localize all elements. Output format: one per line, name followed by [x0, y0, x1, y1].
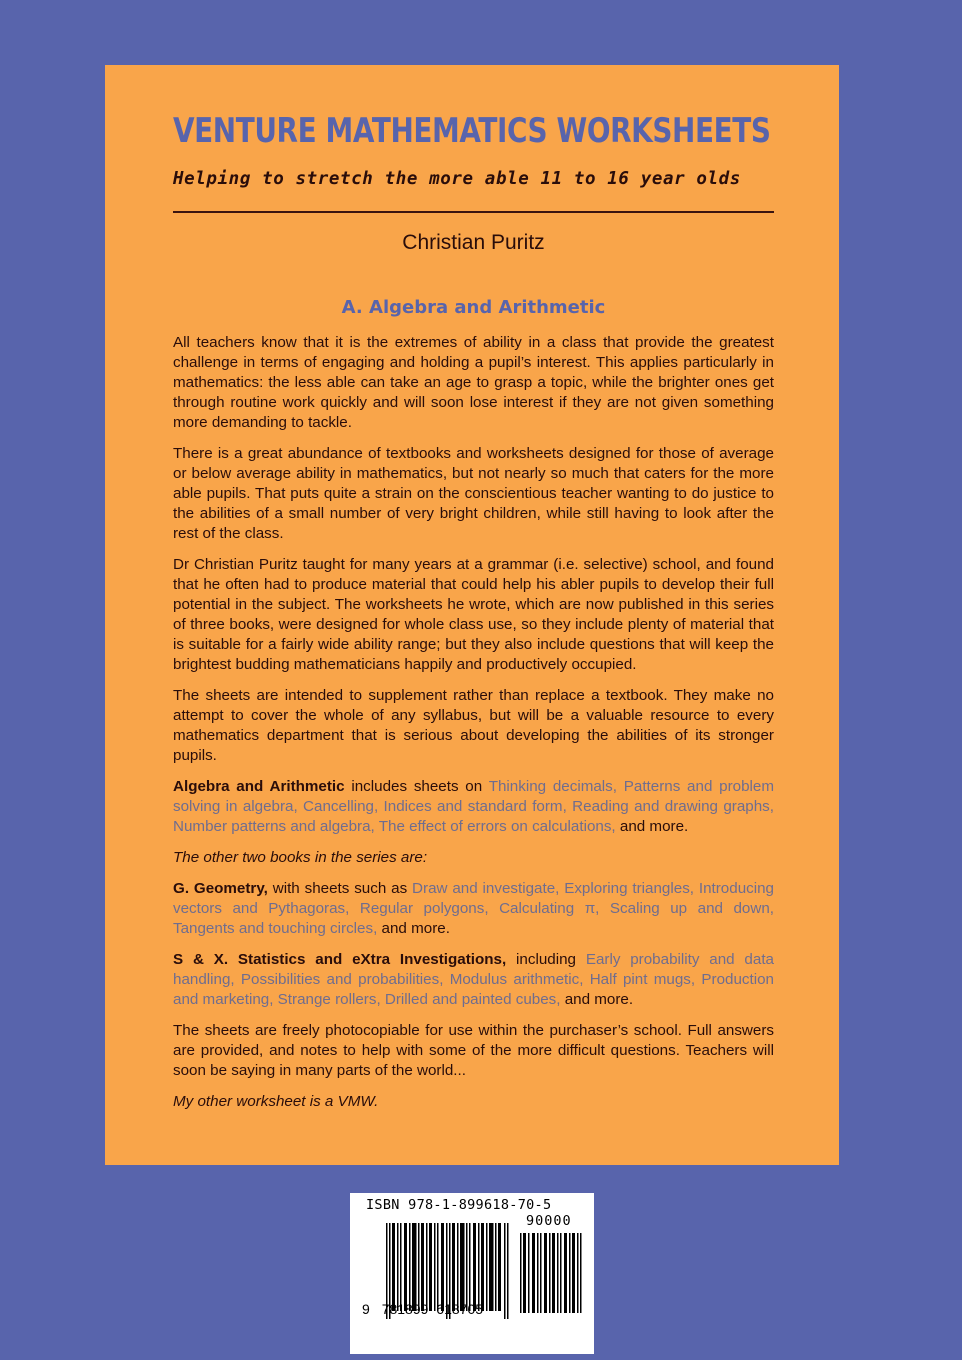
topic-list-algebra: Thinking decimals, Patterns and problem solving in algebra, Cancelling, Indices and standard form, Reading and drawing graphs, Number patterns and algebra, The effect of errors on calculations, [173, 778, 775, 835]
ean-human-readable [362, 1301, 483, 1317]
isbn-label: ISBN 978-1-899618-70-5 [366, 1197, 552, 1213]
lead-text: with sheets such as [267, 880, 413, 897]
ean-right-group: 618705 [436, 1301, 484, 1317]
paragraph-tagline: My other worksheet is a VMW. [173, 1093, 379, 1110]
tail-text: and more. [560, 991, 634, 1008]
addon-barcode-bars [520, 1233, 582, 1313]
paragraph-purpose: The sheets are intended to supplement rather than replace a textbook. They make no attempt to cover the whole of any syllabus, but will be a valuable resource to every mathematics department that is serious about developing the abilities of its stronger pupils. [173, 687, 774, 764]
book-section-title: A. Algebra and Arithmetic [341, 297, 606, 318]
paragraph-algebra-contents [173, 777, 774, 837]
topic-list-statistics: Early probability and data handling, Possibilities and probabilities, Modulus arithmetic, Half pint mugs, Production and marketing, Strange rollers, Drilled and painted cubes, [173, 951, 774, 1008]
tail-text: and more. [615, 818, 689, 835]
blurb [173, 333, 774, 1123]
book-name-statistics: S & X. Statistics and eXtra Investigations, [173, 951, 507, 968]
author-name: Christian Puritz [402, 231, 545, 254]
ean-first-digit: 9 [362, 1301, 370, 1317]
back-cover-panel [105, 65, 839, 1165]
lead-text: includes sheets on [344, 778, 489, 795]
paragraph-statistics-contents [173, 950, 774, 1010]
book-name-geometry: G. Geometry, [173, 880, 268, 897]
paragraph-photocopiable: The sheets are freely photocopiable for use within the purchaser’s school. Full answers are provided, and notes to help with some of the more difficult questions. Teachers will soon be saying in many parts of the world... [173, 1022, 774, 1079]
book-name-algebra: Algebra and Arithmetic [173, 778, 345, 795]
paragraph-intro: All teachers know that it is the extremes of ability in a class that provide the greatest challenge in terms of engaging and holding a pupil’s interest. This applies particularly in mathematics: the less able can take an age to grasp a topic, while the brighter ones get through routine work quickly and will soon lose interest if they are not given something more demanding to tackle. [173, 334, 774, 431]
isbn-barcode [350, 1193, 594, 1354]
series-title: VENTURE MATHEMATICS WORKSHEETS [173, 111, 771, 151]
paragraph-other-books: The other two books in the series are: [173, 849, 428, 866]
price-addon-number: 90000 [526, 1213, 572, 1229]
lead-text: including [506, 951, 586, 968]
ean-left-group: 781899 [381, 1301, 429, 1317]
title-divider [173, 211, 774, 213]
paragraph-abundance: There is a great abundance of textbooks and worksheets designed for those of average or below average ability in mathematics, but not nearly so much that caters for the more able pupils. That puts quite a strain on the conscientious teacher wanting to do justice to the abilities of a small number of very bright children, while still having to look after the rest of the class. [173, 445, 774, 542]
paragraph-author-bio: Dr Christian Puritz taught for many years at a grammar (i.e. selective) school, and found that he often had to produce material that could help his abler pupils to develop their full potential in the subject. The worksheets he wrote, which are now published in this series of three books, were designed for whole class use, so they include plenty of material that is suitable for a fairly wide ability range; but they also include questions that will keep the brightest budding mathematicians happily and productively occupied. [173, 556, 774, 673]
topic-list-geometry: Draw and investigate, Exploring triangles, Introducing vectors and Pythagoras, Regular polygons, Calculating π, Scaling up and down, Tangents and touching circles, [173, 880, 775, 937]
paragraph-geometry-contents [173, 879, 774, 939]
series-subtitle: Helping to stretch the more able 11 to 16 year olds [173, 169, 741, 189]
tail-text: and more. [377, 920, 450, 937]
